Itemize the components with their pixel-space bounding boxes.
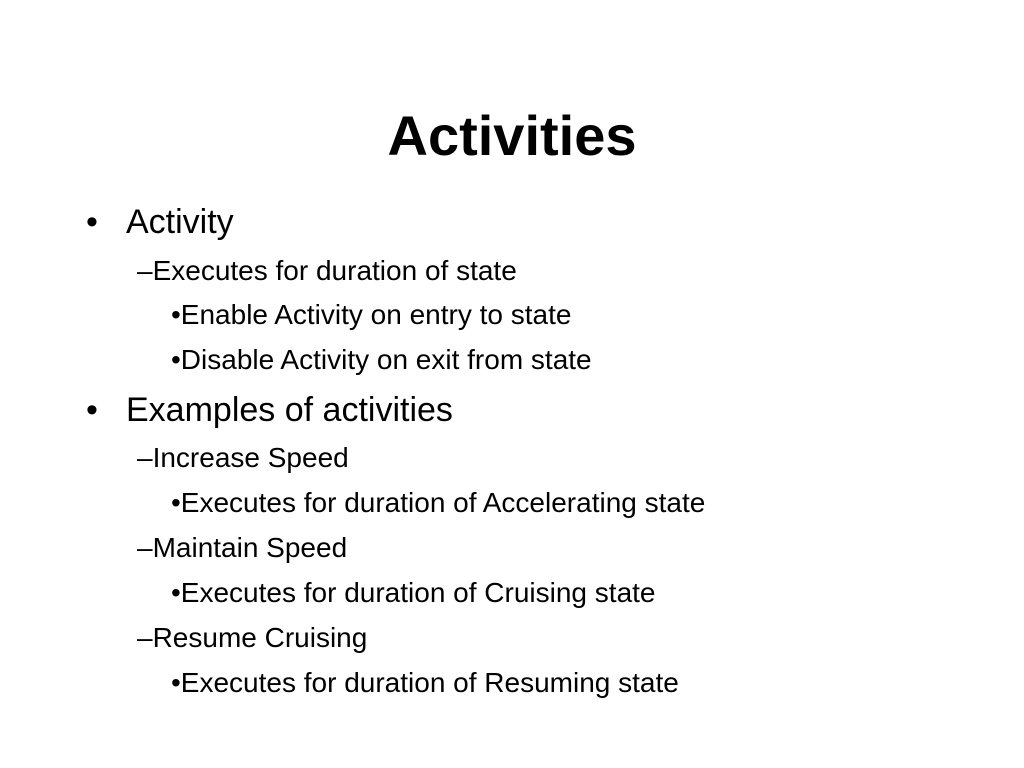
bullet-level2: –Increase Speed — [137, 442, 349, 473]
bullet-level3: •Executes for duration of Resuming state — [171, 667, 679, 698]
bullet-level3: •Enable Activity on entry to state — [171, 299, 572, 330]
bullet-level3: •Disable Activity on exit from state — [171, 344, 592, 375]
bullet-icon: • — [86, 391, 98, 429]
bullet-level3: •Executes for duration of Cruising state — [171, 577, 656, 608]
slide-title: Activities — [387, 104, 637, 167]
bullet-level2: –Executes for duration of state — [137, 255, 517, 286]
bullet-level1: Examples of activities — [126, 391, 453, 429]
bullet-level1: Activity — [126, 203, 234, 241]
bullet-icon: • — [86, 203, 98, 241]
bullet-level2: –Maintain Speed — [137, 532, 348, 563]
bullet-level2: –Resume Cruising — [137, 622, 368, 653]
bullet-level3: •Executes for duration of Accelerating state — [171, 487, 706, 518]
